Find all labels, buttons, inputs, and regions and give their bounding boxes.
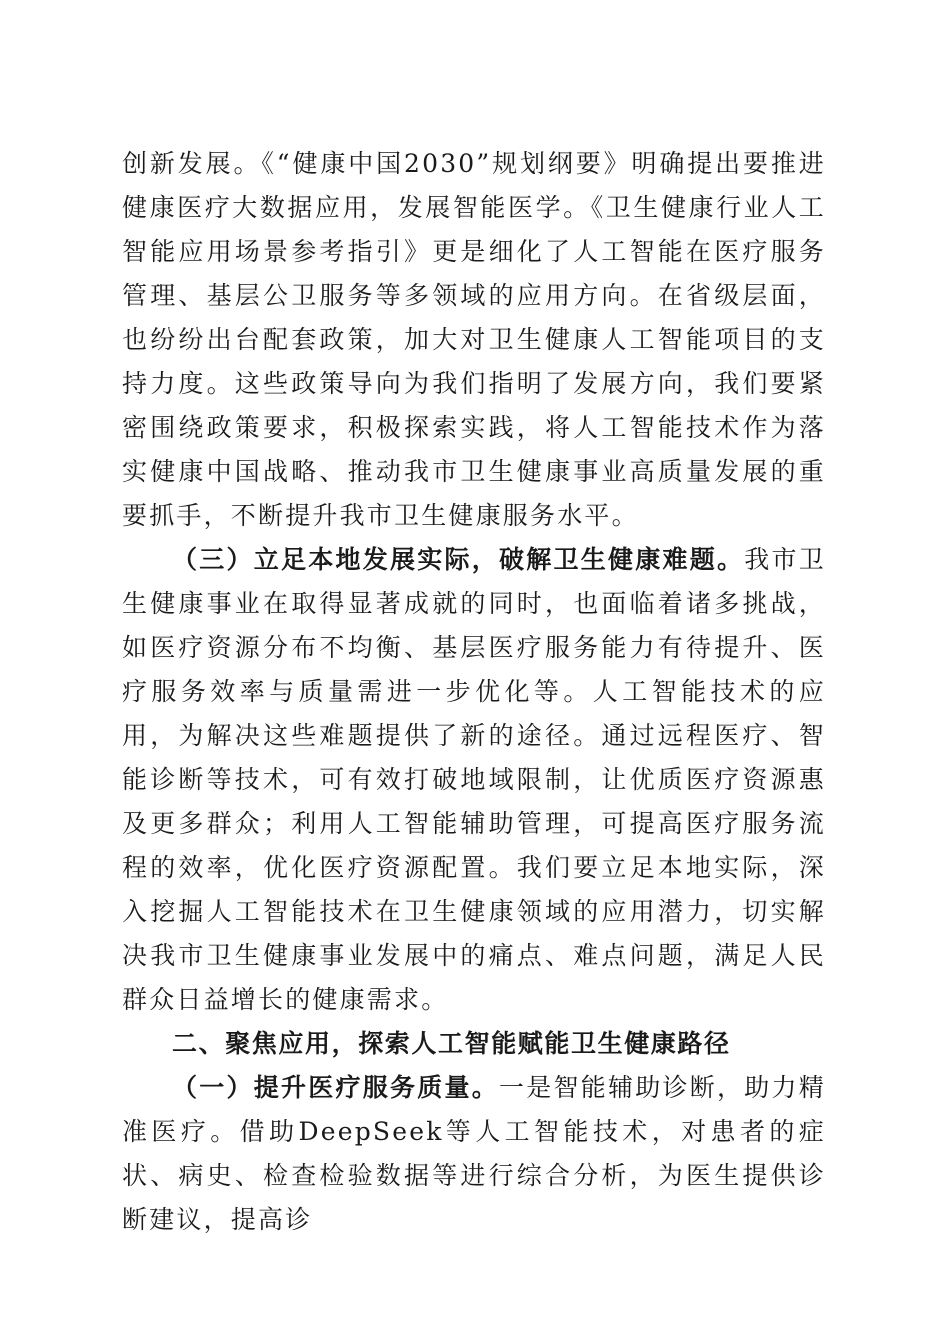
paragraph-body-text: 我市卫生健康事业在取得显著成就的同时，也面临着诸多挑战，如医疗资源分布不均衡、基层医疗服务能力有待提升、医疗服务效率与质量需进一步优化等。人工智能技术的应用，为解决这些难题提供了新的途径。通过远程医疗、智能诊断等技术，可有效打破地域限制，让优质医疗资源惠及更多群众；利用人工智能辅助管理，可提高医疗服务流程的效率，优化医疗资源配置。我们要立足本地实际，深入挖掘人工智能技术在卫生健康领域的应用潜力，切实解决我市卫生健康事业发展中的痛点、难点问题，满足人民群众日益增长的健康需求。 [122, 545, 827, 1014]
paragraph-lead-heading: （三）立足本地发展实际，破解卫生健康难题。 [172, 545, 745, 574]
paragraph-body-text: 一是智能辅助诊断，助力精准医疗。借助DeepSeek等人工智能技术，对患者的症状、病史、检查检验数据等进行综合分析，为医生提供诊断建议，提高诊 [122, 1073, 827, 1234]
paragraph-medical-quality [122, 1066, 826, 1242]
paragraph-lead-heading: （一）提升医疗服务质量。 [172, 1073, 500, 1102]
section-heading: 二、聚焦应用，探索人工智能赋能卫生健康路径 [172, 1029, 731, 1058]
paragraph-policy: 创新发展。《“健康中国2030”规划纲要》明确提出要推进健康医疗大数据应用，发展智能医学。《卫生健康行业人工智能应用场景参考指引》更是细化了人工智能在医疗服务管理、基层公卫服务等多领域的应用方向。在省级层面，也纷纷出台配套政策，加大对卫生健康人工智能项目的支持力度。这些政策导向为我们指明了发展方向，我们要紧密围绕政策要求，积极探索实践，将人工智能技术作为落实健康中国战略、推动我市卫生健康事业高质量发展的重要抓手，不断提升我市卫生健康服务水平。 [122, 149, 826, 530]
paragraph-local-practice [122, 538, 826, 1022]
document-body [122, 142, 826, 1242]
